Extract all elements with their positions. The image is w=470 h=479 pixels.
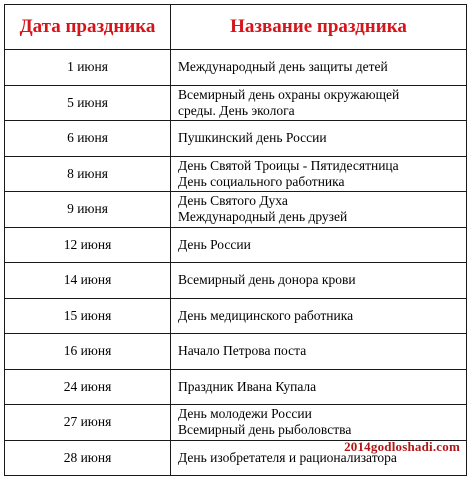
table-row: [5, 192, 467, 228]
holiday-name-line: День Святого Духа: [178, 193, 288, 209]
table-header-row: [5, 5, 467, 50]
holiday-date-cell: 8 июня: [5, 156, 171, 192]
holiday-name-line: Всемирный день охраны окружающей: [178, 86, 400, 102]
table-row: [5, 121, 467, 157]
holiday-name-line: Международный день защиты детей: [178, 59, 388, 75]
holiday-name-cell: [171, 369, 467, 405]
table-row: [5, 156, 467, 192]
holiday-name-line: День медицинского работника: [178, 307, 354, 323]
holiday-name-line: Начало Петрова поста: [178, 343, 307, 359]
holiday-name-cell: [171, 156, 467, 192]
holiday-name-line: День молодежи России: [178, 406, 312, 422]
holiday-name-cell: [171, 263, 467, 299]
holiday-name-line: День социального работника: [178, 173, 345, 189]
holiday-name-line: Всемирный день донора крови: [178, 272, 356, 288]
holiday-date-cell: 27 июня: [5, 405, 171, 441]
holiday-name-line: Праздник Ивана Купала: [178, 378, 317, 394]
holiday-name-cell: [171, 405, 467, 441]
table-body: [5, 50, 467, 476]
table-row: [5, 263, 467, 299]
holiday-date-cell: 15 июня: [5, 298, 171, 334]
holiday-name-cell: [171, 227, 467, 263]
table-row: [5, 298, 467, 334]
holiday-date-cell: 1 июня: [5, 50, 171, 86]
table-row: [5, 405, 467, 441]
holiday-table: [4, 4, 467, 476]
holiday-name-cell: [171, 334, 467, 370]
holiday-date-cell: 5 июня: [5, 85, 171, 121]
holiday-date-cell: 24 июня: [5, 369, 171, 405]
holiday-name-cell: [171, 121, 467, 157]
table-row: [5, 227, 467, 263]
holiday-date-cell: 14 июня: [5, 263, 171, 299]
holiday-table-container: [4, 4, 466, 476]
holiday-name-cell: [171, 85, 467, 121]
holiday-date-cell: 28 июня: [5, 440, 171, 476]
holiday-name-line: среды. День эколога: [178, 102, 295, 118]
holiday-name-line: День России: [178, 236, 251, 252]
holiday-name-line: День Святой Троицы - Пятидесятница: [178, 157, 399, 173]
holiday-name-line: Международный день друзей: [178, 209, 348, 225]
table-row: [5, 334, 467, 370]
table-row: [5, 369, 467, 405]
table-row: [5, 85, 467, 121]
column-header-date: Дата праздника: [5, 5, 171, 50]
holiday-name-line: День изобретателя и рационализатора: [178, 449, 397, 465]
holiday-name-line: Пушкинский день России: [178, 130, 327, 146]
holiday-name-cell: [171, 298, 467, 334]
holiday-date-cell: 9 июня: [5, 192, 171, 228]
holiday-date-cell: 12 июня: [5, 227, 171, 263]
holiday-date-cell: 16 июня: [5, 334, 171, 370]
column-header-name: Название праздника: [171, 5, 467, 50]
watermark-text: 2014godloshadi.com: [344, 439, 460, 454]
holiday-name-cell: [171, 192, 467, 228]
holiday-name-cell: [171, 50, 467, 86]
holiday-date-cell: 6 июня: [5, 121, 171, 157]
holiday-name-line: Всемирный день рыболовства: [178, 422, 352, 438]
table-row: [5, 50, 467, 86]
